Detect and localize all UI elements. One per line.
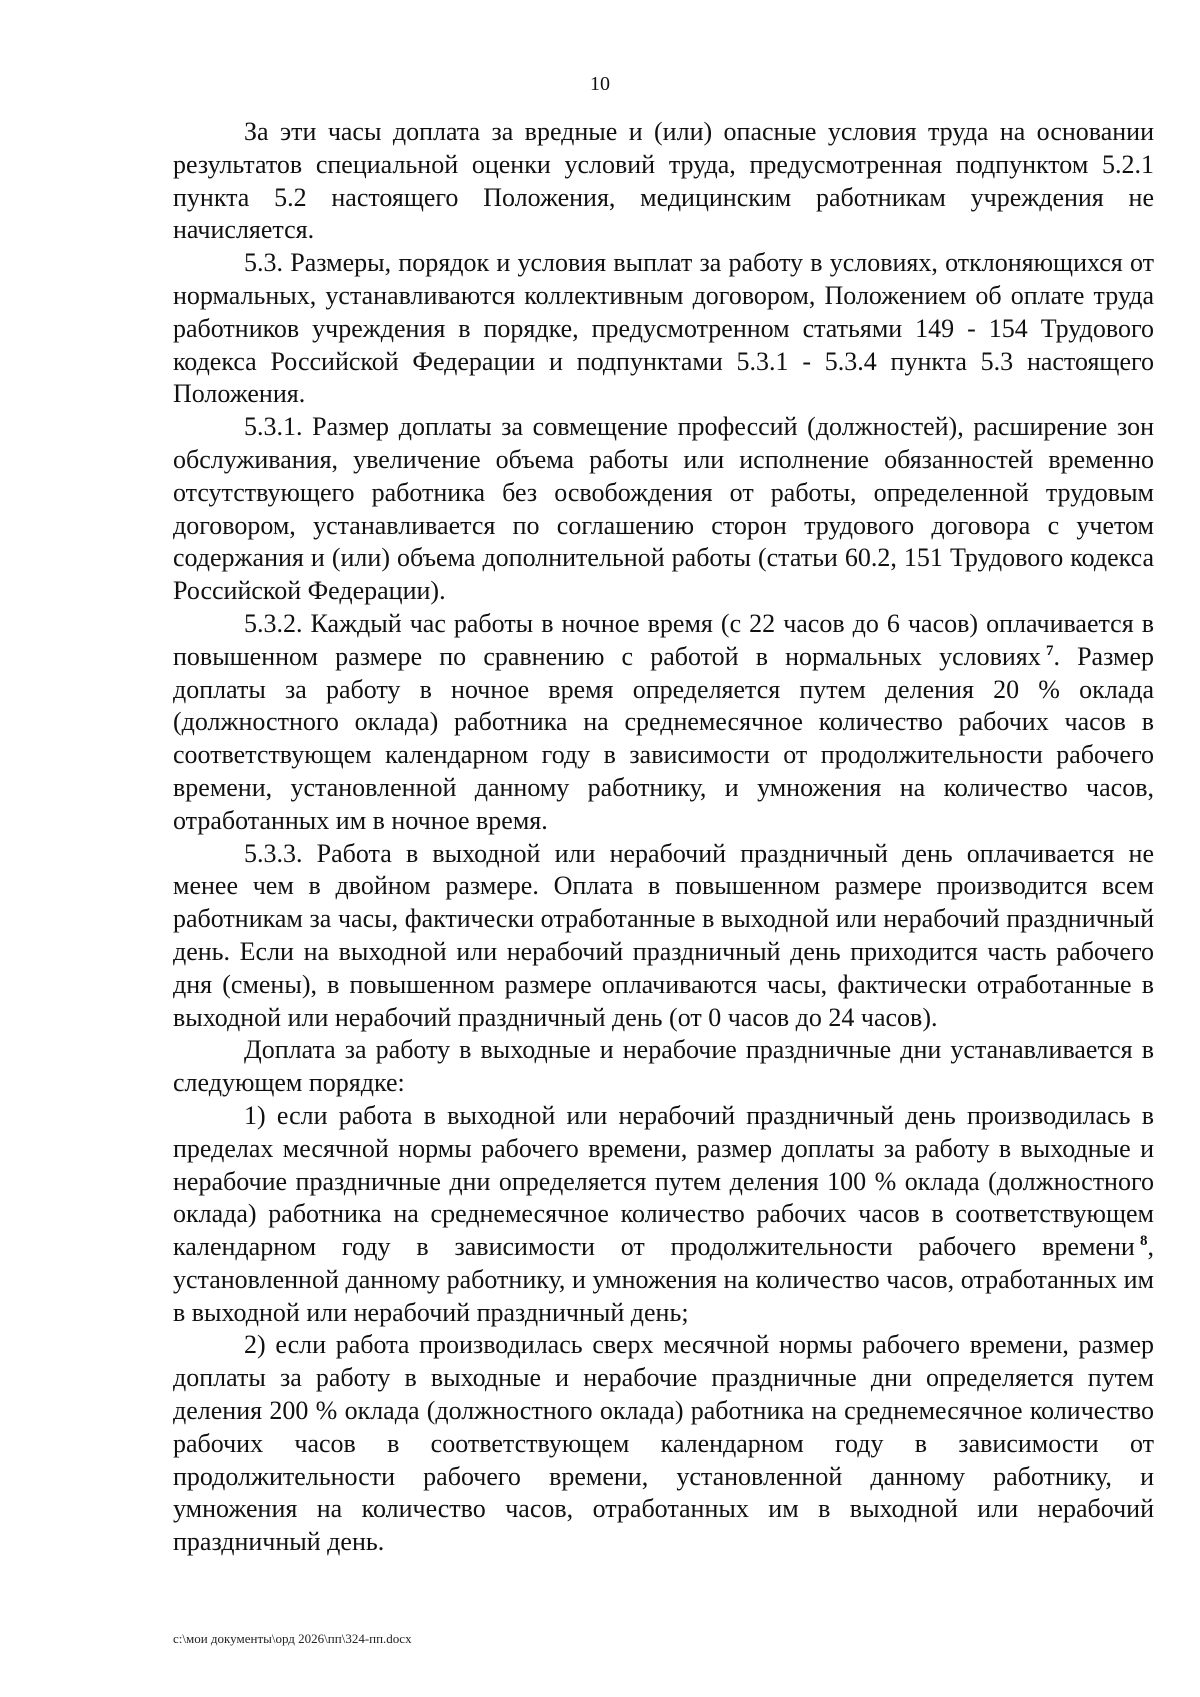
paragraph-5-3: 5.3. Размеры, порядок и условия выплат за работу в условиях, отклоняющихся от нормальных, устанавливаются коллективным договором, Положением об оплате труда работников учреждения в порядке, предусмотренном статьями 149 - 154 Трудового кодекса Российской Федерации и подпунктами 5.3.1 - 5.3.4 пункта 5.3 настоящего Положения. bbox=[173, 248, 1154, 409]
paragraph-5-3-3: 5.3.3. Работа в выходной или нерабочий праздничный день оплачивается не менее чем в двойном размере. Оплата в повышенном размере производится всем работникам за часы, фактически отработанные в выходной или нерабочий праздничный день. Если на выходной или нерабочий праздничный день приходится часть рабочего дня (смены), в повышенном размере оплачиваются часы, фактически отработанные в выходной или нерабочий праздничный день (от 0 часов до 24 часов). bbox=[173, 838, 1154, 1032]
footnote-ref-7[interactable]: 7 bbox=[1045, 642, 1054, 659]
paragraph-text: 5.3.2. Каждый час работы в ночное время (с 22 часов до 6 часов) оплачивается в повышенном размере по сравнению с работой в нормальных условиях bbox=[173, 608, 1154, 671]
paragraph-5-3-2 bbox=[173, 608, 1154, 838]
paragraph: За эти часы доплата за вредные и (или) опасные условия труда на основании результатов специальной оценки условий труда, предусмотренная подпунктом 5.2.1 пункта 5.2 настоящего Положения, медицинским работникам учреждения не начисляется. bbox=[173, 117, 1154, 245]
list-item-2: 2) если работа производилась сверх месячной нормы рабочего времени, размер доплаты за работу в выходные и нерабочие праздничные дни определяется путем деления 200 % оклада (должностного оклада) работника на среднемесячное количество рабочих часов в соответствующем календарном году в зависимости от продолжительности рабочего времени, установленной данному работнику, и умножения на количество часов, отработанных им в выходной или нерабочий праздничный день. bbox=[173, 1330, 1154, 1557]
paragraph-text: . Размер доплаты за работу в ночное время определяется путем деления 20 % оклада (должностного оклада) работника на среднемесячное количество рабочих часов в соответствующем календарном году в зависимости от продолжительности рабочего времени, установленной данному работнику, и умножения на количество часов, отработанных им в ночное время. bbox=[173, 641, 1154, 835]
paragraph-5-3-1: 5.3.1. Размер доплаты за совмещение профессий (должностей), расширение зон обслуживания, увеличение объема работы или исполнение обязанностей временно отсутствующего работника без освобождения от работы, определенной трудовым договором, устанавливается по соглашению сторон трудового договора с учетом содержания и (или) объема дополнительной работы (статьи 60.2, 151 Трудового кодекса Российской Федерации). bbox=[173, 412, 1154, 606]
footnote-ref-8[interactable]: 8 bbox=[1140, 1233, 1148, 1250]
paragraph-text: , установленной данному работнику, и умножения на количество часов, отработанных им в выходной или нерабочий праздничный день; bbox=[173, 1232, 1154, 1327]
list-item-1 bbox=[173, 1100, 1154, 1330]
file-path-footer: c:\мои документы\орд 2026\пп\324-пп.docx bbox=[173, 1631, 412, 1646]
paragraph-text: 1) если работа в выходной или нерабочий праздничный день производилась в пределах месячной нормы рабочего времени, размер доплаты за работу в выходные и нерабочие праздничные дни определяется путем деления 100 % оклада (должностного оклада) работника на среднемесячное количество рабочих часов в соответствующем календарном году в зависимости от продолжительности рабочего времени bbox=[173, 1100, 1154, 1262]
document-body bbox=[173, 116, 1154, 1559]
page-number: 10 bbox=[590, 73, 610, 95]
paragraph: Доплата за работу в выходные и нерабочие праздничные дни устанавливается в следующем порядке: bbox=[173, 1035, 1154, 1098]
